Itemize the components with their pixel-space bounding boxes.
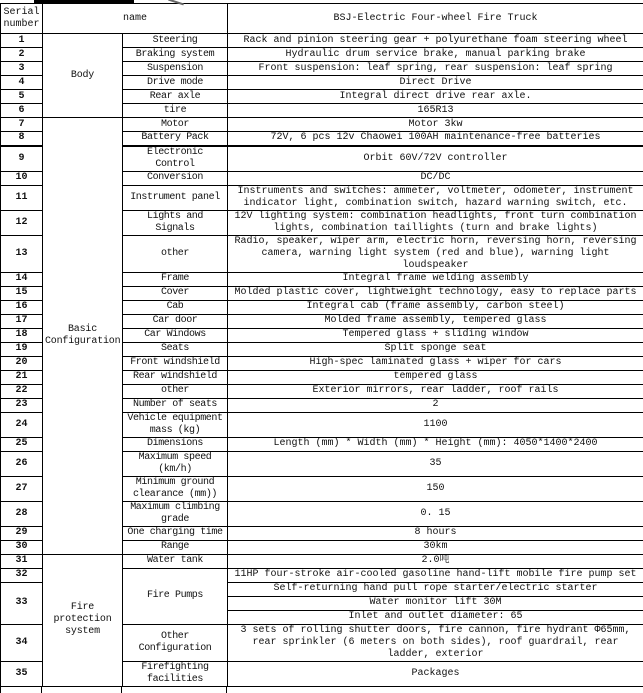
- cutoff-row-stubs: [0, 687, 643, 693]
- serial-cell: 3: [1, 62, 43, 76]
- name-cell: Maximum speed (km/h): [123, 451, 228, 476]
- name-cell: Firefighting facilities: [123, 661, 228, 686]
- group-cell: Body: [43, 34, 123, 118]
- value-cell: Rack and pinion steering gear + polyurethane foam steering wheel: [228, 34, 643, 48]
- cutoff-border-line: [121, 687, 122, 693]
- name-cell: Water tank: [123, 554, 228, 568]
- name-cell: Number of seats: [123, 398, 228, 412]
- value-cell: 35: [228, 451, 643, 476]
- value-cell: Inlet and outlet diameter: 65: [228, 610, 643, 624]
- name-cell: Vehicle equipment mass (kg): [123, 412, 228, 437]
- value-cell: 30km: [228, 540, 643, 554]
- name-cell: Dimensions: [123, 437, 228, 451]
- serial-cell: 10: [1, 171, 43, 185]
- value-cell: tempered glass: [228, 370, 643, 384]
- value-cell: Molded plastic cover, lightweight technology, easy to replace parts: [228, 286, 643, 300]
- serial-cell: 19: [1, 342, 43, 356]
- value-cell: Exterior mirrors, rear ladder, roof rails: [228, 384, 643, 398]
- value-cell: DC/DC: [228, 171, 643, 185]
- header-product-title: BSJ-Electric Four-wheel Fire Truck: [228, 4, 643, 34]
- name-cell: tire: [123, 104, 228, 118]
- value-cell: Front suspension: leaf spring, rear suspension: leaf spring: [228, 62, 643, 76]
- value-cell: 0. 15: [228, 501, 643, 526]
- name-cell: Front windshield: [123, 356, 228, 370]
- name-cell: Car Windows: [123, 328, 228, 342]
- value-cell: Hydraulic drum service brake, manual parking brake: [228, 48, 643, 62]
- value-cell: Water monitor lift 30M: [228, 596, 643, 610]
- value-cell: 11HP four-stroke air-cooled gasoline hand-lift mobile fire pump set: [228, 568, 643, 582]
- serial-cell: 34: [1, 624, 43, 661]
- name-cell: Motor: [123, 118, 228, 132]
- spec-table: [0, 3, 643, 687]
- serial-cell: 2: [1, 48, 43, 62]
- name-cell: Seats: [123, 342, 228, 356]
- serial-cell: 1: [1, 34, 43, 48]
- name-cell: Fire Pumps: [123, 568, 228, 624]
- name-cell: Cover: [123, 286, 228, 300]
- name-cell: Conversion: [123, 171, 228, 185]
- value-cell: 8 hours: [228, 526, 643, 540]
- spec-table-body: [1, 34, 643, 687]
- serial-cell: 26: [1, 451, 43, 476]
- scan-artifact-bar: [34, 0, 134, 3]
- name-cell: Rear axle: [123, 90, 228, 104]
- name-cell: Drive mode: [123, 76, 228, 90]
- value-cell: Integral frame welding assembly: [228, 272, 643, 286]
- name-cell: other: [123, 235, 228, 272]
- serial-cell: 7: [1, 118, 43, 132]
- name-cell: Braking system: [123, 48, 228, 62]
- serial-cell: 4: [1, 76, 43, 90]
- serial-cell: 25: [1, 437, 43, 451]
- group-cell: Basic Configuration: [43, 118, 123, 555]
- value-cell: Direct Drive: [228, 76, 643, 90]
- group-cell: Fire protection system: [43, 554, 123, 686]
- value-cell: Instruments and switches: ammeter, voltmeter, odometer, instrument indicator light, combination switch, hazard warning switch, etc.: [228, 185, 643, 210]
- spec-row-31: [1, 554, 643, 568]
- value-cell: 12V lighting system: combination headlights, front turn combination lights, combination taillights (turn and brake lights): [228, 210, 643, 235]
- value-cell: Integral direct drive rear axle.: [228, 90, 643, 104]
- header-row: [1, 4, 643, 34]
- value-cell: Tempered glass + sliding window: [228, 328, 643, 342]
- value-cell: Molded frame assembly, tempered glass: [228, 314, 643, 328]
- value-cell: 72V, 6 pcs 12v Chaowei 100AH maintenance-free batteries: [228, 132, 643, 146]
- serial-cell: 20: [1, 356, 43, 370]
- name-cell: Lights and Signals: [123, 210, 228, 235]
- name-cell: Steering: [123, 34, 228, 48]
- serial-cell: 15: [1, 286, 43, 300]
- serial-cell: 14: [1, 272, 43, 286]
- name-cell: Instrument panel: [123, 185, 228, 210]
- serial-cell: 17: [1, 314, 43, 328]
- name-cell: Electronic Control: [123, 146, 228, 172]
- value-cell: 165R13: [228, 104, 643, 118]
- value-cell: 1100: [228, 412, 643, 437]
- serial-cell: 22: [1, 384, 43, 398]
- name-cell: Battery Pack: [123, 132, 228, 146]
- serial-cell: 27: [1, 476, 43, 501]
- value-cell: Orbit 60V/72V controller: [228, 146, 643, 172]
- value-cell: 2: [228, 398, 643, 412]
- value-cell: 150: [228, 476, 643, 501]
- serial-cell: 16: [1, 300, 43, 314]
- serial-cell: 6: [1, 104, 43, 118]
- serial-cell: 13: [1, 235, 43, 272]
- name-cell: Car door: [123, 314, 228, 328]
- name-cell: One charging time: [123, 526, 228, 540]
- value-cell: Split sponge seat: [228, 342, 643, 356]
- header-name: name: [43, 4, 228, 34]
- cutoff-border-line: [226, 687, 227, 693]
- serial-cell: 32: [1, 568, 43, 582]
- name-cell: Suspension: [123, 62, 228, 76]
- serial-cell: 12: [1, 210, 43, 235]
- name-cell: Other Configuration: [123, 624, 228, 661]
- serial-cell: 23: [1, 398, 43, 412]
- header-serial-number: Serial number: [1, 4, 43, 34]
- serial-cell: 33: [1, 582, 43, 624]
- name-cell: Minimum ground clearance (mm)): [123, 476, 228, 501]
- value-cell: Integral cab (frame assembly, carbon steel): [228, 300, 643, 314]
- value-cell: 2.0吨: [228, 554, 643, 568]
- serial-cell: 18: [1, 328, 43, 342]
- serial-cell: 31: [1, 554, 43, 568]
- serial-cell: 28: [1, 501, 43, 526]
- serial-cell: 30: [1, 540, 43, 554]
- value-cell: Self-returning hand pull rope starter/electric starter: [228, 582, 643, 596]
- name-cell: Frame: [123, 272, 228, 286]
- spec-row-1: [1, 34, 643, 48]
- value-cell: Length (mm) * Width (mm) * Height (mm): 4050*1400*2400: [228, 437, 643, 451]
- value-cell: Radio, speaker, wiper arm, electric horn, reversing horn, reversing camera, warning light system (red and blue), warning light loudspeaker: [228, 235, 643, 272]
- serial-cell: 5: [1, 90, 43, 104]
- serial-cell: 8: [1, 132, 43, 146]
- serial-cell: 9: [1, 146, 43, 172]
- name-cell: Maximum climbing grade: [123, 501, 228, 526]
- spec-row-7: [1, 118, 643, 132]
- name-cell: Rear windshield: [123, 370, 228, 384]
- cutoff-border-line: [0, 687, 1, 693]
- name-cell: Range: [123, 540, 228, 554]
- serial-cell: 21: [1, 370, 43, 384]
- value-cell: Packages: [228, 661, 643, 686]
- value-cell: Motor 3kw: [228, 118, 643, 132]
- serial-cell: 29: [1, 526, 43, 540]
- serial-cell: 24: [1, 412, 43, 437]
- value-cell: 3 sets of rolling shutter doors, fire cannon, fire hydrant Φ65mm, rear sprinkler (6 meters on both sides), roof guardrail, rear ladder, exterior: [228, 624, 643, 661]
- serial-cell: 11: [1, 185, 43, 210]
- name-cell: other: [123, 384, 228, 398]
- serial-cell: 35: [1, 661, 43, 686]
- value-cell: High-spec laminated glass + wiper for cars: [228, 356, 643, 370]
- cutoff-border-line: [41, 687, 42, 693]
- name-cell: Cab: [123, 300, 228, 314]
